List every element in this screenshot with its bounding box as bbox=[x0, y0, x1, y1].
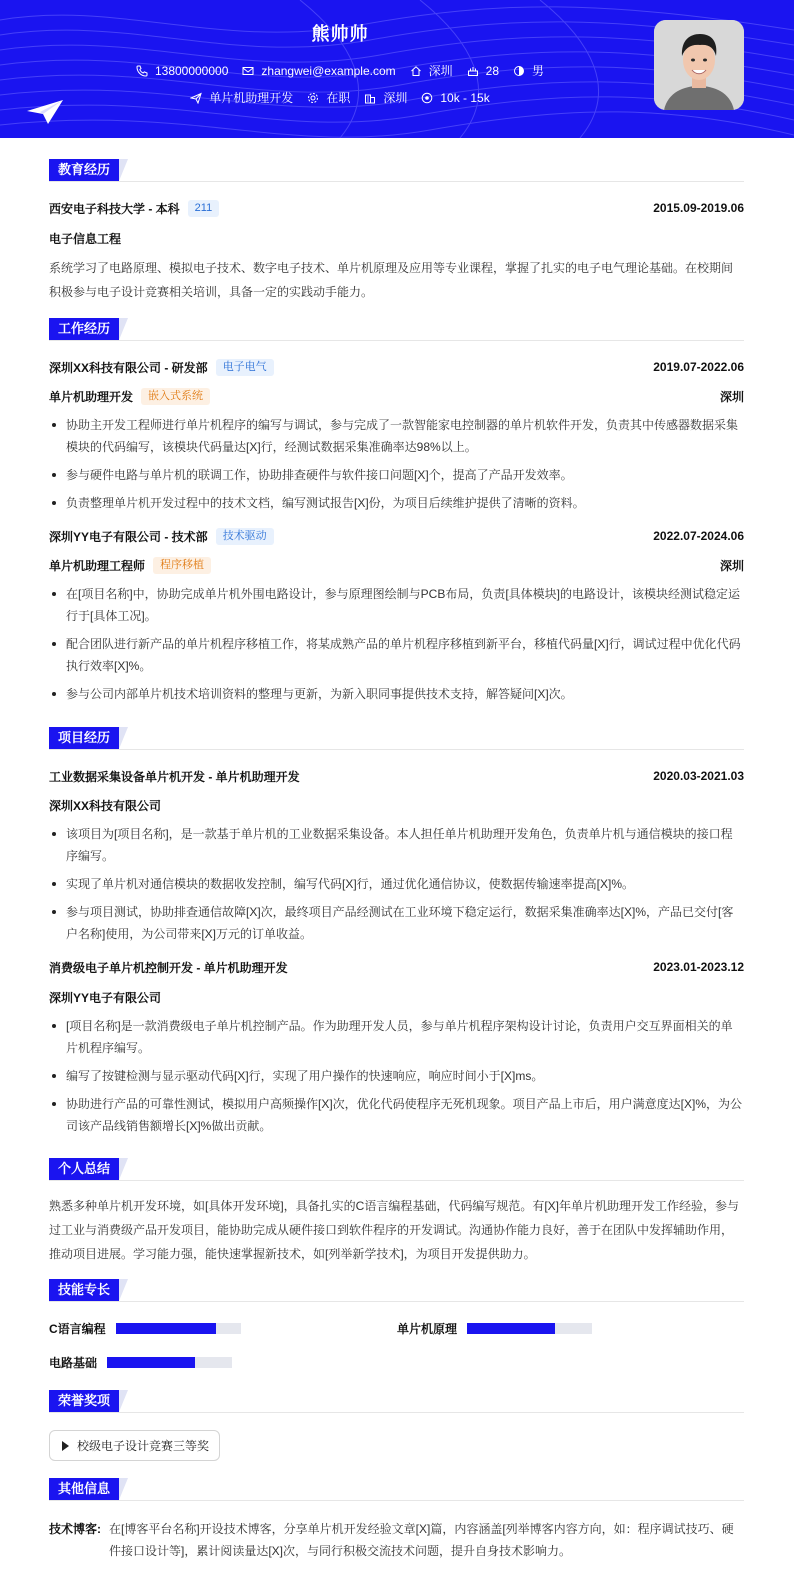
education-description: 系统学习了电路原理、模拟电子技术、数字电子技术、单片机原理及应用等专业课程，掌握了扎实的电子电气理论基础。在校期间积极参与电子设计竞赛相关培训，具备一定的实践动手能力。 bbox=[49, 261, 734, 299]
award-item[interactable] bbox=[49, 1430, 220, 1461]
gender-icon bbox=[513, 65, 525, 77]
work-section-title bbox=[49, 318, 119, 340]
section-divider bbox=[49, 1180, 744, 1181]
skill-bar bbox=[107, 1357, 232, 1368]
other-text: 在[博客平台名称]开设技术博客，分享单片机开发经验文章[X]篇，内容涵盖[列举博客内容方向，如：程序调试技巧、硬件接口设计等]，累计阅读量达[X]次，与同行积极交流技术问题，提升自身技术影响力。 bbox=[109, 1522, 734, 1558]
location-text: 深圳 bbox=[428, 64, 453, 78]
skill-bar-fill bbox=[467, 1323, 555, 1334]
section-tag: 项目经历 bbox=[49, 727, 119, 749]
project-header-row bbox=[49, 767, 744, 785]
section-tag: 教育经历 bbox=[49, 159, 119, 181]
age-item bbox=[467, 64, 499, 78]
major-name: 电子信息工程 bbox=[49, 231, 122, 246]
avatar bbox=[654, 20, 744, 110]
list-item: 协助主开发工程师进行单片机程序的编写与调试，参与完成了一款智能家电控制器的单片机软件开发，负责其中传感器数据采集模块的代码编写，该模块代码量达[X]行，经测试数据采集准确率达98%以上。 bbox=[49, 414, 744, 458]
list-item: 在[项目名称]中，协助完成单片机外围电路设计，参与原理图绘制与PCB布局，负责[具体模块]的电路设计，该模块经测试稳定运行于[具体工况]。 bbox=[49, 583, 744, 627]
section-tag: 技能专长 bbox=[49, 1279, 119, 1301]
job-city: 深圳 bbox=[719, 558, 744, 573]
avatar-illustration bbox=[654, 20, 744, 110]
email-text: zhangwei@example.com bbox=[261, 63, 396, 78]
project-company-row bbox=[49, 988, 744, 1006]
list-item: 编写了按键检测与显示驱动代码[X]行，实现了用户操作的快速响应，响应时间小于[X]ms。 bbox=[49, 1065, 744, 1087]
play-icon bbox=[62, 1441, 69, 1451]
phone-item bbox=[136, 64, 228, 78]
location-item bbox=[410, 62, 453, 79]
section-divider bbox=[49, 1500, 744, 1501]
cake-icon bbox=[467, 65, 479, 77]
project-date: 2020.03-2021.03 bbox=[653, 769, 744, 783]
section-tag: 其他信息 bbox=[49, 1478, 119, 1500]
list-item: 参与项目测试，协助排查通信故障[X]次，最终项目产品经测试在工业环境下稳定运行，数据采集准确率达[X]%，产品已交付[客户名称]使用，为公司带来[X]万元的订单收益。 bbox=[49, 901, 744, 945]
skill-bar-fill bbox=[116, 1323, 216, 1334]
work-city-item bbox=[364, 89, 407, 106]
phone-icon bbox=[136, 65, 148, 77]
gear-icon bbox=[307, 92, 319, 104]
gender-item bbox=[513, 62, 544, 79]
company-name: 深圳XX科技有限公司 - 研发部 bbox=[49, 360, 208, 375]
role-badge: 嵌入式系统 bbox=[141, 388, 210, 405]
list-item: 配合团队进行新产品的单片机程序移植工作，将某成熟产品的单片机程序移植到新平台，移植代码量[X]行，调试过程中优化代码执行效率[X]%。 bbox=[49, 633, 744, 677]
other-label: 技术博客: bbox=[49, 1522, 101, 1536]
education-date: 2015.09-2019.06 bbox=[653, 201, 744, 215]
job-date: 2019.07-2022.06 bbox=[653, 360, 744, 374]
age-text: 28 bbox=[485, 63, 500, 78]
job-role: 单片机助理工程师 bbox=[49, 558, 146, 573]
section-tag: 荣誉奖项 bbox=[49, 1390, 119, 1412]
project-name: 工业数据采集设备单片机开发 - 单片机助理开发 bbox=[49, 769, 300, 784]
list-item: 负责整理单片机开发过程中的技术文档，编写测试报告[X]份，为项目后续维护提供了清晰的资料。 bbox=[49, 492, 744, 514]
list-item: 参与硬件电路与单片机的联调工作，协助排查硬件与软件接口问题[X]个，提高了产品开发效率。 bbox=[49, 464, 744, 486]
phone-text: 13800000000 bbox=[154, 63, 229, 78]
job-date: 2022.07-2024.06 bbox=[653, 529, 744, 543]
send-icon bbox=[190, 92, 202, 104]
skill-name: C语言编程 bbox=[49, 1322, 106, 1336]
job-header-row bbox=[49, 358, 744, 376]
section-divider bbox=[49, 1301, 744, 1302]
list-item: 参与公司内部单片机技术培训资料的整理与更新，为新入职同事提供技术支持，解答疑问[X]次。 bbox=[49, 683, 744, 705]
project-company: 深圳XX科技有限公司 bbox=[49, 798, 162, 813]
school-badge: 211 bbox=[188, 200, 220, 217]
skill-item bbox=[49, 1354, 232, 1371]
section-divider bbox=[49, 340, 744, 341]
company-badge: 电子电气 bbox=[216, 359, 274, 376]
project-company: 深圳YY电子有限公司 bbox=[49, 990, 162, 1005]
other-section-title bbox=[49, 1478, 119, 1500]
project-bullets bbox=[49, 1015, 744, 1143]
list-item: 该项目为[项目名称]，是一款基于单片机的工业数据采集设备。本人担任单片机助理开发角色，负责单片机与通信模块的接口程序编写。 bbox=[49, 823, 744, 867]
award-text: 校级电子设计竞赛三等奖 bbox=[77, 1439, 210, 1453]
section-divider bbox=[49, 749, 744, 750]
job-row bbox=[0, 89, 680, 106]
company-name: 深圳YY电子有限公司 - 技术部 bbox=[49, 529, 208, 544]
project-name: 消费级电子单片机控制开发 - 单片机助理开发 bbox=[49, 960, 288, 975]
resume-header bbox=[0, 0, 794, 138]
other-info bbox=[49, 1518, 744, 1562]
work-city-text: 深圳 bbox=[383, 91, 408, 105]
contact-row bbox=[0, 62, 680, 79]
skill-name: 单片机原理 bbox=[397, 1322, 458, 1336]
job-text: 单片机助理开发 bbox=[209, 91, 294, 105]
mail-icon bbox=[242, 65, 254, 77]
summary-text: 熟悉多种单片机开发环境，如[具体开发环境]，具备扎实的C语言编程基础，代码编写规范。有[X]年单片机助理开发工作经验，参与过工业与消费级产品开发项目，能协助完成从硬件接口到软件程序的开发调试。沟通协作能力良好，善于在团队中发挥辅助作用，推动项目进展。学习能力强，能快速掌握新技术，如[列举新学技术]，为项目开发提供助力。 bbox=[49, 1199, 740, 1261]
education-header-row bbox=[49, 199, 744, 217]
job-role-row bbox=[49, 556, 744, 574]
email-item bbox=[242, 64, 395, 78]
awards-section-title bbox=[49, 1390, 119, 1412]
status-item bbox=[307, 89, 350, 106]
salary-text: 10k - 15k bbox=[440, 90, 490, 105]
coin-icon bbox=[421, 92, 433, 104]
salary-item bbox=[421, 91, 489, 105]
company-badge: 技术驱动 bbox=[216, 528, 274, 545]
job-bullets bbox=[49, 414, 744, 520]
job-bullets bbox=[49, 583, 744, 711]
list-item: 协助进行产品的可靠性测试，模拟用户高频操作[X]次，优化代码使程序无死机现象。项目产品上市后，用户满意度达[X]%，为公司该产品线销售额增长[X]%做出贡献。 bbox=[49, 1093, 744, 1137]
section-divider bbox=[49, 181, 744, 182]
project-header-row bbox=[49, 958, 744, 976]
gender-text: 男 bbox=[532, 64, 545, 78]
skill-bar-fill bbox=[107, 1357, 195, 1368]
major-row bbox=[49, 229, 744, 247]
projects-section-title bbox=[49, 727, 119, 749]
building-icon bbox=[364, 92, 376, 104]
job-city: 深圳 bbox=[719, 389, 744, 404]
job-role: 单片机助理开发 bbox=[49, 389, 134, 404]
skill-bar bbox=[467, 1323, 592, 1334]
candidate-name: 熊帅帅 bbox=[311, 24, 369, 44]
project-bullets bbox=[49, 823, 744, 951]
project-date: 2023.01-2023.12 bbox=[653, 960, 744, 974]
project-company-row bbox=[49, 796, 744, 814]
skills-section-title bbox=[49, 1279, 119, 1301]
school-name: 西安电子科技大学 - 本科 bbox=[49, 201, 180, 216]
education-section-title bbox=[49, 159, 119, 181]
section-tag: 工作经历 bbox=[49, 318, 119, 340]
skill-item bbox=[397, 1320, 592, 1337]
role-badge: 程序移植 bbox=[153, 557, 211, 574]
section-tag: 个人总结 bbox=[49, 1158, 119, 1180]
job-item bbox=[190, 89, 293, 106]
status-text: 在职 bbox=[326, 91, 351, 105]
section-divider bbox=[49, 1412, 744, 1413]
home-icon bbox=[410, 65, 422, 77]
skill-item bbox=[49, 1320, 241, 1337]
paper-plane-icon bbox=[26, 99, 64, 125]
list-item: [项目名称]是一款消费级电子单片机控制产品。作为助理开发人员，参与单片机程序架构设计讨论，负责用户交互界面相关的单片机程序编写。 bbox=[49, 1015, 744, 1059]
job-role-row bbox=[49, 387, 744, 405]
job-header-row bbox=[49, 527, 744, 545]
skill-bar bbox=[116, 1323, 241, 1334]
skill-name: 电路基础 bbox=[49, 1356, 98, 1370]
list-item: 实现了单片机对通信模块的数据收发控制，编写代码[X]行，通过优化通信协议，使数据传输速率提高[X]%。 bbox=[49, 873, 744, 895]
summary-section-title bbox=[49, 1158, 119, 1180]
